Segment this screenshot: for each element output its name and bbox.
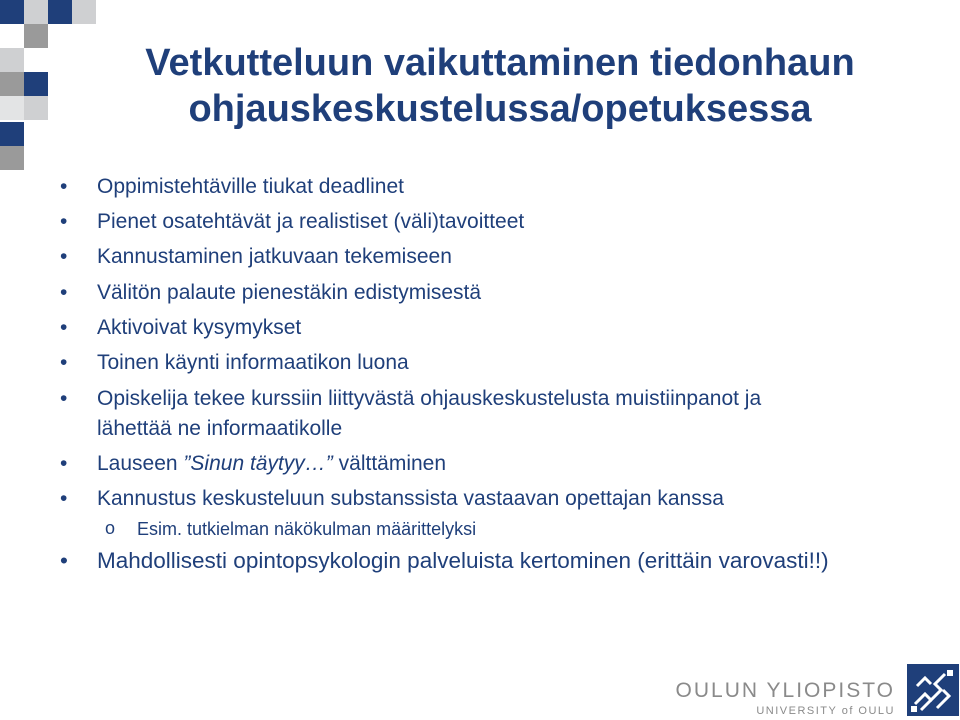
bullet-marker: •	[60, 281, 68, 304]
square-light	[24, 96, 48, 120]
bullet-marker: •	[60, 548, 68, 573]
bullet-marker: •	[60, 487, 68, 510]
bullet-text: Toinen käynti informaatikon luona	[97, 351, 409, 374]
bullet-text: Mahdollisesti opintopsykologin palveluista kertominen (erittäin varovasti!!)	[97, 548, 829, 573]
bullet-marker: •	[60, 452, 68, 475]
lauseen-quote: ”Sinun täytyy…”	[183, 452, 333, 475]
square-grey	[0, 146, 24, 170]
title-line-2: ohjauskeskustelussa/opetuksessa	[188, 88, 812, 130]
bullet-marker: •	[60, 245, 68, 268]
square-navy	[0, 122, 24, 146]
square-light	[72, 0, 96, 24]
bullet-text: Aktivoivat kysymykset	[97, 316, 302, 339]
square-navy	[0, 0, 24, 24]
bullet-text: Kannustaminen jatkuvaan tekemiseen	[97, 245, 452, 268]
sub-bullet-text: Esim. tutkielman näkökulman määrittelyksi	[137, 519, 477, 539]
bullet-marker: •	[60, 316, 68, 339]
bullet-marker: •	[60, 351, 68, 374]
bullet-text	[97, 451, 446, 477]
university-emblem-icon	[907, 664, 959, 716]
square-grey	[24, 24, 48, 48]
bullet-text: Kannustus keskusteluun substanssista vastaavan opettajan kanssa	[97, 487, 724, 510]
bullet-marker: •	[60, 387, 68, 410]
title-line-1: Vetkutteluun vaikuttaminen tiedonhaun	[145, 42, 855, 84]
square-light	[24, 0, 48, 24]
sub-bullet-marker: o	[105, 518, 116, 538]
bullet-text: Oppimistehtäville tiukat deadlinet	[97, 175, 405, 198]
bullet-marker: •	[60, 210, 68, 233]
square-navy	[48, 0, 72, 24]
square-navy	[24, 72, 48, 96]
university-subtitle: UNIVERSITY of OULU	[756, 705, 895, 717]
bullet-text: Välitön palaute pienestäkin edistymisestä	[97, 281, 482, 304]
square-light	[0, 96, 24, 120]
square-grey	[0, 72, 24, 96]
bullet-marker: •	[60, 175, 68, 198]
lauseen-before: Lauseen	[97, 452, 184, 475]
bullet-text: Opiskelija tekee kurssiin liittyvästä ohjauskeskustelusta muistiinpanot ja	[97, 387, 762, 410]
university-name: OULUN YLIOPISTO	[675, 679, 895, 702]
square-light	[0, 48, 24, 72]
university-logo-text	[676, 680, 895, 718]
slide-title	[60, 40, 940, 132]
bullet-text: lähettää ne informaatikolle	[97, 417, 343, 440]
bullet-text: Pienet osatehtävät ja realistiset (väli)tavoitteet	[97, 210, 525, 233]
lauseen-after: välttäminen	[332, 452, 447, 475]
